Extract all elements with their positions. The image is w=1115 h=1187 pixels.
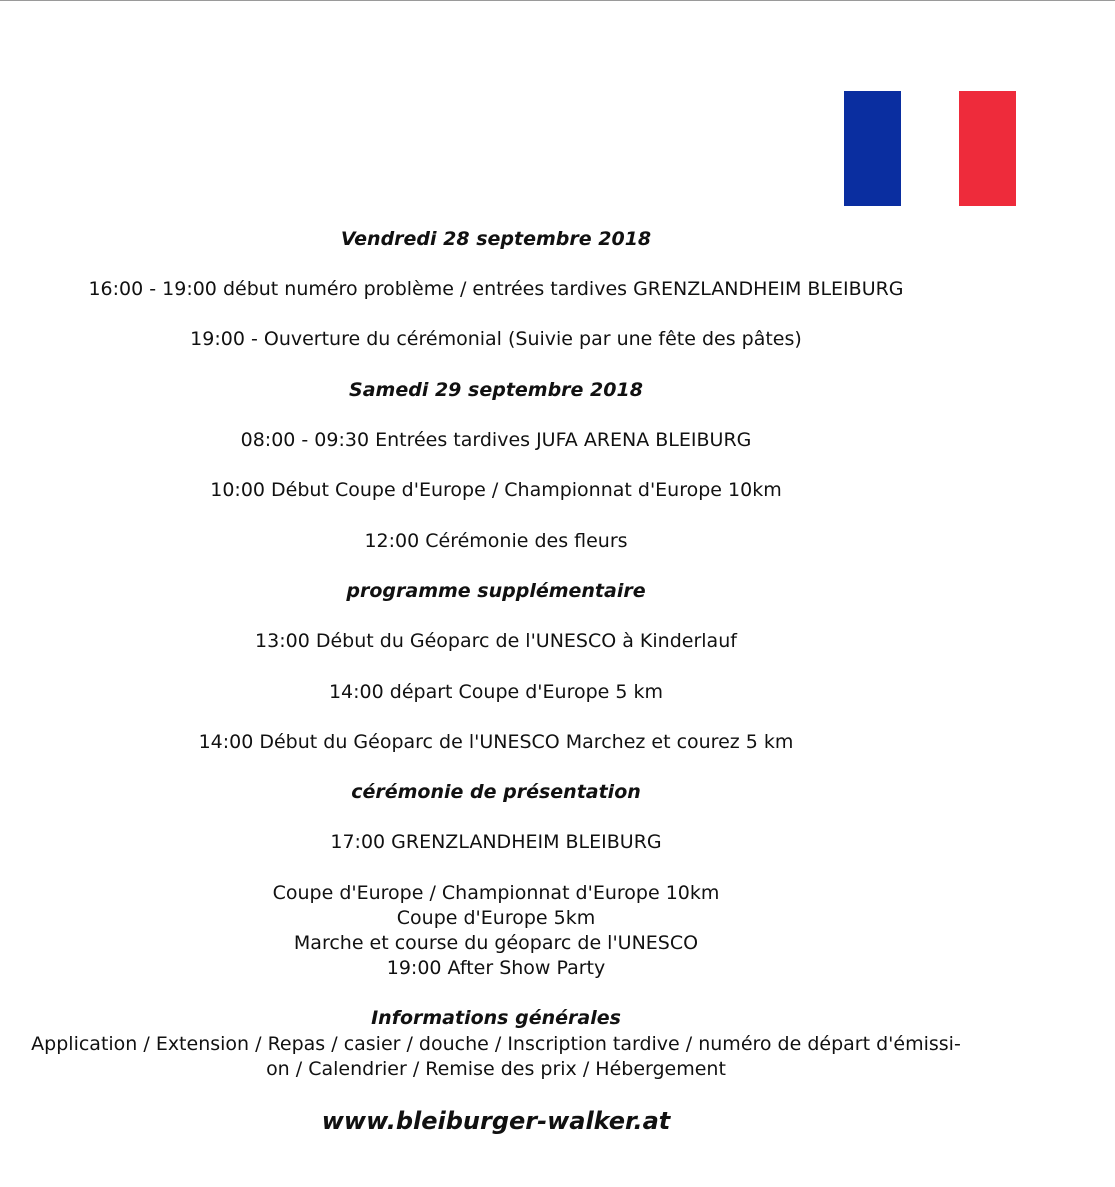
general-info-line-1: Application / Extension / Repas / casier / douche / Inscription tardive / numéro de départ d'émissi- xyxy=(31,1033,961,1055)
ceremony-line-1: 17:00 GRENZLANDHEIM BLEIBURG xyxy=(330,831,662,853)
extra-program-heading: programme supplémentaire xyxy=(346,580,646,602)
general-info-line-2: on / Calendrier / Remise des prix / Hébergement xyxy=(266,1058,726,1080)
friday-line-1: 16:00 - 19:00 début numéro problème / entrées tardives GRENZLANDHEIM BLEIBURG xyxy=(88,278,904,300)
top-border xyxy=(0,0,1115,1)
saturday-heading: Samedi 29 septembre 2018 xyxy=(349,379,643,401)
flag-white-band xyxy=(901,91,959,206)
flag-blue-band xyxy=(844,91,902,206)
extra-line-1: 13:00 Début du Géoparc de l'UNESCO à Kinderlauf xyxy=(255,630,737,652)
saturday-line-1: 08:00 - 09:30 Entrées tardives JUFA ARENA BLEIBURG xyxy=(240,429,752,451)
general-info-heading: Informations générales xyxy=(371,1007,621,1029)
friday-line-2: 19:00 - Ouverture du cérémonial (Suivie par une fête des pâtes) xyxy=(190,328,802,350)
ceremony-line-4: Marche et course du géoparc de l'UNESCO xyxy=(293,932,699,954)
extra-line-3: 14:00 Début du Géoparc de l'UNESCO Marchez et courez 5 km xyxy=(198,731,794,753)
french-flag-icon xyxy=(844,91,1016,206)
friday-heading: Vendredi 28 septembre 2018 xyxy=(340,228,652,250)
ceremony-line-3: Coupe d'Europe 5km xyxy=(396,907,596,929)
website-link[interactable]: www.bleiburger-walker.at xyxy=(321,1107,671,1135)
saturday-line-2: 10:00 Début Coupe d'Europe / Championnat d'Europe 10km xyxy=(210,479,782,501)
ceremony-line-2: Coupe d'Europe / Championnat d'Europe 10km xyxy=(272,882,720,904)
ceremony-heading: cérémonie de présentation xyxy=(351,781,641,803)
extra-line-2: 14:00 départ Coupe d'Europe 5 km xyxy=(328,681,664,703)
saturday-line-3: 12:00 Cérémonie des fleurs xyxy=(364,530,628,552)
ceremony-line-5: 19:00 After Show Party xyxy=(386,957,606,979)
flag-red-band xyxy=(959,91,1016,206)
